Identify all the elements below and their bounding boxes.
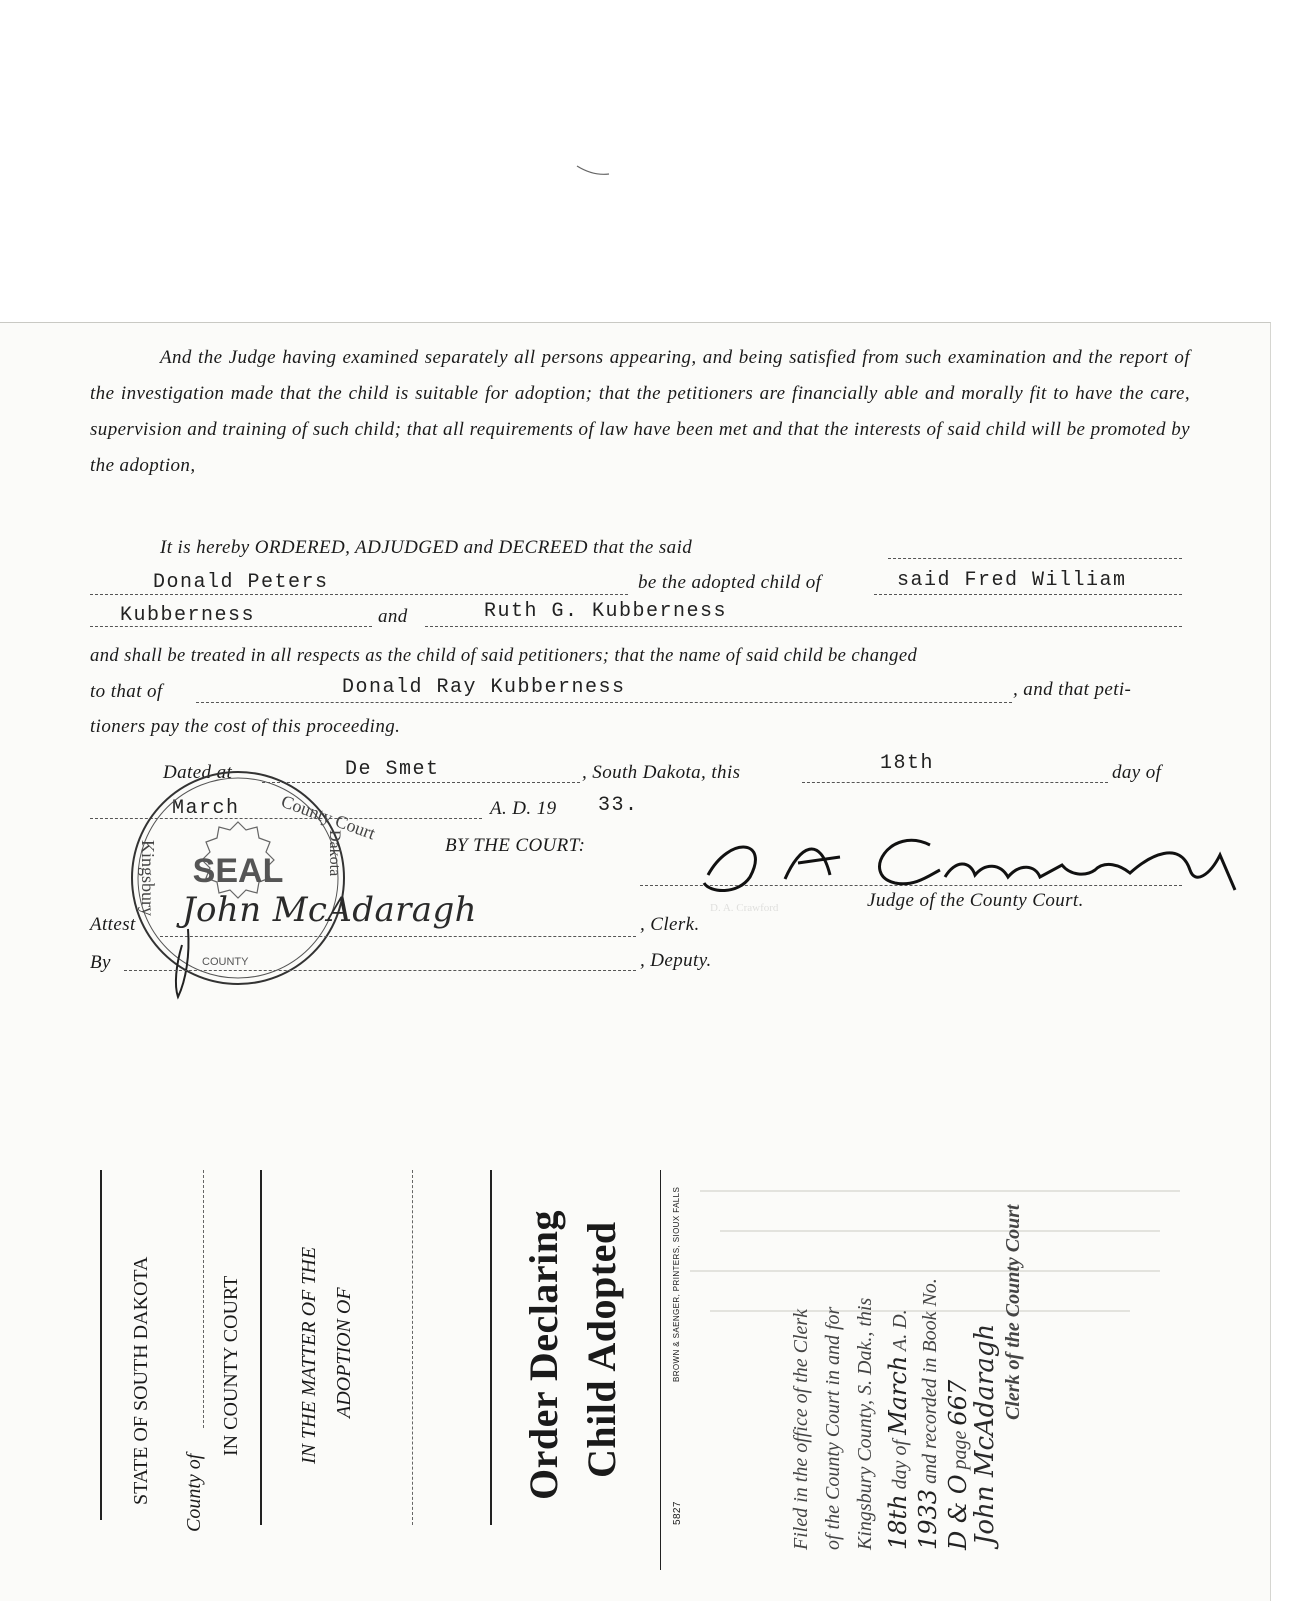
clerk-signature-line (160, 936, 636, 937)
filed-line-1: Filed in the office of the Clerk (790, 1308, 812, 1550)
seal-arc-top: County Court (278, 790, 379, 844)
dated-place: De Smet (345, 758, 440, 781)
ad-label: A. D. 19 (490, 798, 557, 819)
judge-signature-text: D. A. Crawford (710, 902, 779, 914)
adoption-blank-line (412, 1170, 413, 1525)
clerk-signature-flourish (168, 925, 198, 1005)
filed-year-line (914, 1278, 942, 1550)
filed-month: March (884, 1355, 912, 1435)
book-page-line (944, 1380, 972, 1550)
seal-arc-bottom: COUNTY (202, 956, 249, 968)
bleed-through-line (720, 1230, 1160, 1232)
spine-matter: IN THE MATTER OF THE (298, 1246, 320, 1464)
state-label: , South Dakota, this (582, 762, 741, 783)
ordered-phrase: It is hereby ORDERED, ADJUDGED and DECREED that the said (160, 537, 693, 558)
opening-paragraph: And the Judge having examined separately all persons appearing, and being satisfied from such examination and the report of the investigation made that the child is suitable for adoption; that the petitioners are financially able and morally fit to have the care, supervision and training of such child; that all requirements of law have been met and that the interests of said child will be promoted by the adoption, (90, 347, 1190, 476)
spine-court: IN COUNTY COURT (220, 1275, 242, 1456)
parent1-part2: Kubberness (120, 604, 256, 627)
dated-day: 18th (880, 752, 935, 775)
parent1-part1: said Fred William (897, 569, 1127, 592)
spine-rule (660, 1170, 661, 1570)
dated-at-label: Dated at (163, 762, 233, 783)
treated-phrase: and shall be treated in all respects as the child of said petitioners; that the name of said child be changed (90, 645, 918, 666)
by-the-court-label: BY THE COURT: (445, 835, 586, 856)
spine-state: STATE OF SOUTH DAKOTA (130, 1256, 152, 1505)
county-court-seal (120, 770, 379, 990)
parent2-name: Ruth G. Kubberness (484, 600, 728, 623)
filing-clerk-title: Clerk of the County Court (1002, 1204, 1024, 1420)
attest-label: Attest (90, 914, 136, 935)
by-label: By (90, 952, 111, 973)
and-that-peti-label: , and that peti- (1013, 679, 1132, 700)
page-label: page (949, 1430, 971, 1470)
bleed-through-line (700, 1190, 1180, 1192)
clerk-signature: John McAdaragh (182, 890, 477, 930)
book-number: D & O (944, 1474, 972, 1550)
stray-pen-mark (575, 160, 615, 180)
deputy-label: , Deputy. (640, 950, 712, 971)
bleed-through-line (690, 1270, 1160, 1272)
spine-rule (260, 1170, 262, 1525)
blank-line (90, 594, 628, 595)
clerk-label: , Clerk. (640, 914, 700, 935)
page-number: 667 (944, 1379, 972, 1426)
judge-title: Judge of the County Court. (867, 890, 1084, 911)
child-name: Donald Peters (153, 571, 329, 594)
filed-line-3: Kingsbury County, S. Dak., this (854, 1297, 876, 1550)
filed-day-label: day of (889, 1439, 911, 1490)
dated-month: March (172, 797, 240, 820)
adopted-phrase: be the adopted child of (638, 572, 822, 593)
spine-rule (490, 1170, 492, 1525)
blank-line (802, 782, 1108, 783)
spine-rule (100, 1170, 102, 1520)
blank-line (874, 594, 1182, 595)
filed-line-2: of the County Court in and for (822, 1306, 844, 1550)
blank-line (888, 558, 1182, 559)
spine-county-of: County of (183, 1453, 205, 1532)
seal-center-text: SEAL (192, 852, 284, 890)
recorded-label: and recorded in Book No. (919, 1278, 941, 1484)
to-that-of-label: to that of (90, 681, 163, 702)
day-of-label: day of (1112, 762, 1162, 783)
spine-adoption-of: ADOPTION OF (333, 1287, 355, 1418)
deputy-line (124, 970, 636, 971)
and-word: and (378, 606, 408, 627)
cost-phrase: tioners pay the cost of this proceeding. (90, 716, 401, 737)
new-child-name: Donald Ray Kubberness (342, 676, 626, 699)
printer-credit: BROWN & SAENGER, PRINTERS, SIOUX FALLS (672, 1186, 681, 1382)
top-blank-area (0, 0, 1296, 322)
form-number: 5827 (672, 1501, 683, 1525)
blank-line (196, 702, 1012, 703)
seal-arc-right: Dakota (326, 830, 343, 877)
county-blank-line (203, 1170, 204, 1428)
blank-line (425, 626, 1182, 627)
filed-day: 18th (884, 1494, 912, 1550)
filed-year: 1933 (914, 1488, 942, 1550)
spine-title-line1: Order Declaring (521, 1209, 566, 1500)
spine-title-line2: Child Adopted (579, 1221, 624, 1478)
filing-clerk-signature: John McAdaragh (970, 1323, 1000, 1545)
seal-arc-left: Kingsbury (138, 840, 158, 916)
filed-ad: A. D. (889, 1309, 911, 1352)
dated-year: 33. (598, 794, 639, 817)
filed-day-line (884, 1309, 912, 1550)
